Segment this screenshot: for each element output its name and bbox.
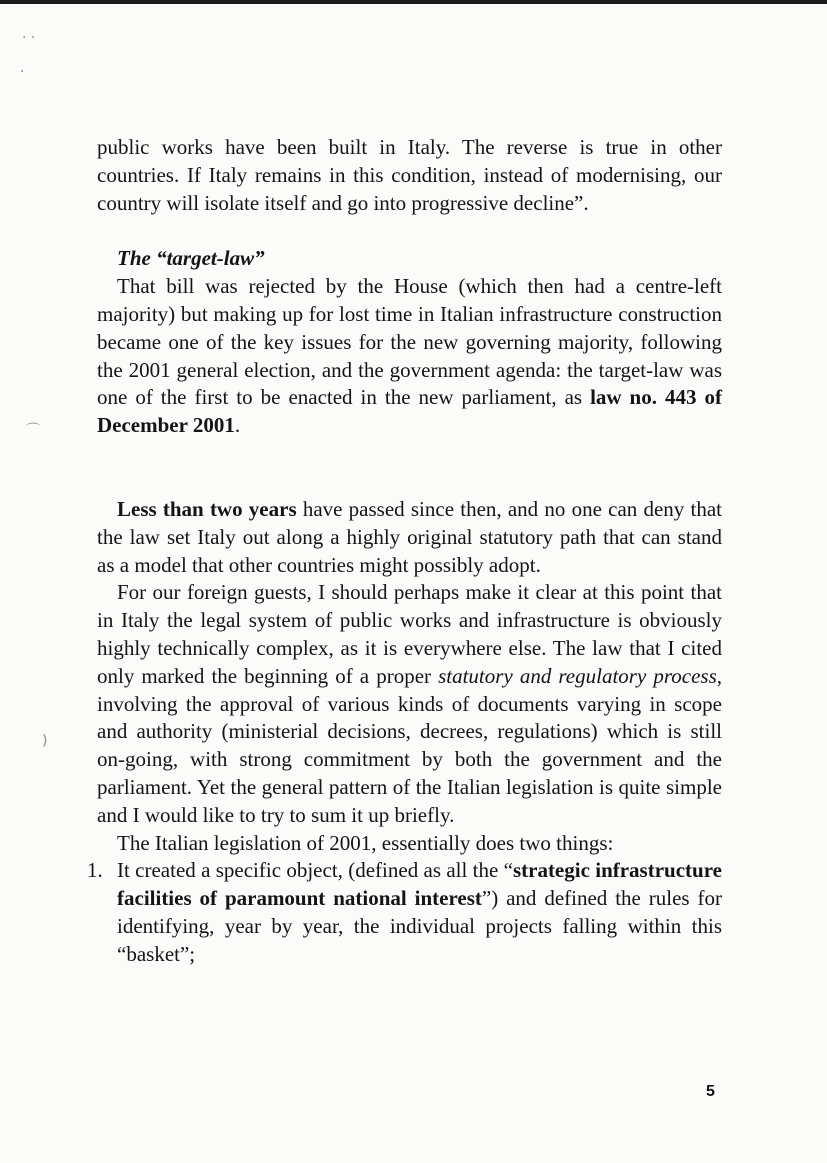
paragraph-foreign-guests: For our foreign guests, I should perhaps make it clear at this point that in Italy the legal system of public works and infrastructure is obviously highly technically complex, as it is everywhere else. The law that I cited only marked the beginning of a proper statutory and regulatory process, involving the approval of various kinds of documents varying in scope and authority (ministerial decisions, decrees, regulations) which is still on-going, with strong commitment by both the government and the parliament. Yet the general pattern of the Italian legislation is quite simple and I would like to try to sum it up briefly. (97, 580, 722, 827)
emphasis-two-years: Less than two years (117, 496, 297, 521)
list-number: 1. (87, 858, 103, 883)
document-body (87, 134, 722, 969)
scan-margin-mark: ) (42, 733, 48, 749)
scan-margin-mark: · · (22, 30, 36, 46)
section-heading: The “target-law” (117, 246, 265, 271)
scan-margin-mark: ⌒ (26, 423, 40, 439)
emphasis-strategic-infrastructure: strategic infrastructure facilities of paramount national interest (117, 858, 722, 911)
paragraph-two-things: The Italian legislation of 2001, essentially does two things: (117, 830, 614, 855)
intro-paragraph: public works have been built in Italy. The reverse is true in other countries. If Italy remains in this condition, instead of modernising, our country will isolate itself and go into progressive decline”. (97, 135, 722, 215)
list-item: 1. It created a specific object, (defined as all the “strategic infrastructure facilities of paramount national interest”) and defined the rules for identifying, year by year, the individual projects falling within this “basket”; (87, 858, 722, 966)
paragraph-rejected-bill: That bill was rejected by the House (which then had a centre-left majority) but making up for lost time in Italian infrastructure construction became one of the key issues for the new governing majority, following the 2001 general election, and the government agenda: the target-law was one of the first to be enacted in the new parliament, as law no. 443 of December 2001. (97, 274, 722, 438)
paragraph-two-years: Less than two years have passed since then, and no one can deny that the law set Italy out along a highly original statutory path that can stand as a model that other countries might possibly adopt. (97, 496, 722, 577)
emphasis-statutory-process: statutory and regulatory process (438, 663, 717, 688)
law-reference: law no. 443 of December 2001 (97, 385, 722, 438)
page-number: 5 (706, 1083, 715, 1100)
scan-top-border (0, 0, 827, 4)
scan-margin-mark: · (20, 64, 25, 80)
